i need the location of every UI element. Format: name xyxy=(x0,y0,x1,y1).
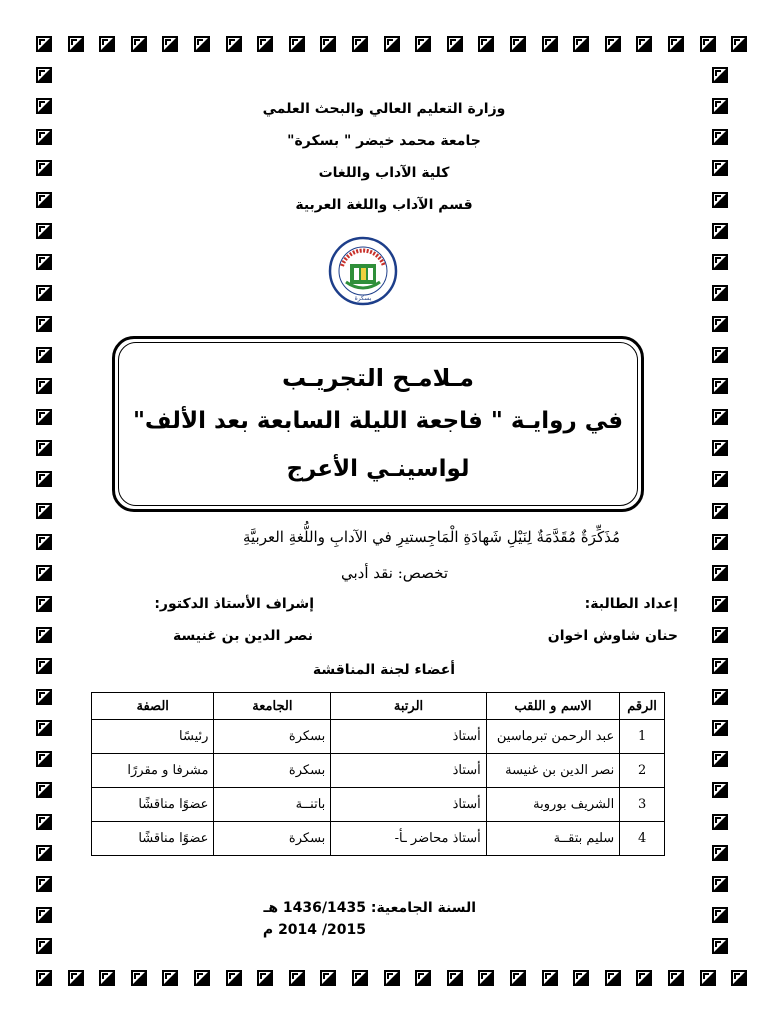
thesis-title-line2: في روايـة " فاجعة الليلة السابعة بعد الألف" xyxy=(132,408,624,434)
border-box-icon xyxy=(510,36,526,52)
border-box-icon xyxy=(36,440,52,456)
border-box-icon xyxy=(99,970,115,986)
border-box-icon xyxy=(384,970,400,986)
border-box-icon xyxy=(68,36,84,52)
border-box-icon xyxy=(36,285,52,301)
border-box-icon xyxy=(36,36,52,52)
border-box-icon xyxy=(712,814,728,830)
university-seal-logo xyxy=(328,236,398,306)
border-box-icon xyxy=(712,534,728,550)
member-role: مشرفا و مقررًا xyxy=(92,754,214,788)
member-university: بسكرة xyxy=(214,754,331,788)
academic-year-gregorian: 2015/ 2014 م xyxy=(262,922,366,938)
row-number: 1 xyxy=(620,720,665,754)
faculty-name: كلية الآداب واللغات xyxy=(318,165,450,181)
member-role: عضوًا مناقشًا xyxy=(92,822,214,856)
border-box-icon xyxy=(712,254,728,270)
border-box-icon xyxy=(573,36,589,52)
border-box-icon xyxy=(542,970,558,986)
student-label: إعداد الطالبة: xyxy=(584,596,678,612)
border-box-icon xyxy=(36,596,52,612)
border-box-icon xyxy=(36,471,52,487)
member-university: باتنــة xyxy=(214,788,331,822)
border-box-icon xyxy=(712,938,728,954)
row-number: 2 xyxy=(620,754,665,788)
border-box-icon xyxy=(712,440,728,456)
border-box-icon xyxy=(289,36,305,52)
border-box-icon xyxy=(478,36,494,52)
border-box-icon xyxy=(712,627,728,643)
border-box-icon xyxy=(320,36,336,52)
border-box-icon xyxy=(36,814,52,830)
border-box-icon xyxy=(36,347,52,363)
border-box-icon xyxy=(352,970,368,986)
border-box-icon xyxy=(573,970,589,986)
border-box-icon xyxy=(700,970,716,986)
header-name: الاسم و اللقب xyxy=(486,693,619,720)
border-box-icon xyxy=(36,845,52,861)
header-number: الرقم xyxy=(620,693,665,720)
border-box-icon xyxy=(36,627,52,643)
header-role: الصفة xyxy=(92,693,214,720)
border-box-icon xyxy=(36,503,52,519)
border-box-icon xyxy=(162,36,178,52)
border-box-icon xyxy=(712,347,728,363)
member-rank: أستاذ محاضر ـأ- xyxy=(331,822,486,856)
student-name: حنان شاوش اخوان xyxy=(547,628,678,644)
row-number: 3 xyxy=(620,788,665,822)
border-box-icon xyxy=(605,970,621,986)
member-rank: أستاذ xyxy=(331,720,486,754)
border-box-icon xyxy=(478,970,494,986)
border-box-icon xyxy=(36,67,52,83)
border-box-icon xyxy=(712,285,728,301)
member-name: عبد الرحمن تبرماسين xyxy=(486,720,619,754)
committee-table xyxy=(91,692,665,856)
border-box-icon xyxy=(447,36,463,52)
border-box-icon xyxy=(712,596,728,612)
specialization: تخصص: نقد أدبي xyxy=(341,564,448,582)
border-box-icon xyxy=(712,876,728,892)
border-box-icon xyxy=(36,409,52,425)
member-name: سليم بتقــة xyxy=(486,822,619,856)
department-name: قسم الآداب واللغة العربية xyxy=(295,197,473,213)
border-box-icon xyxy=(257,970,273,986)
border-box-icon xyxy=(36,223,52,239)
border-box-icon xyxy=(257,36,273,52)
border-box-icon xyxy=(712,223,728,239)
border-box-icon xyxy=(712,689,728,705)
university-name: جامعة محمد خيضر " بسكرة" xyxy=(287,133,481,149)
border-box-icon xyxy=(712,907,728,923)
border-box-icon xyxy=(99,36,115,52)
border-box-icon xyxy=(194,36,210,52)
supervisor-name: نصر الدين بن غنيسة xyxy=(173,628,313,644)
border-box-icon xyxy=(668,36,684,52)
border-box-icon xyxy=(731,36,747,52)
border-box-icon xyxy=(36,782,52,798)
border-box-icon xyxy=(36,938,52,954)
seal-caption: بسكرة xyxy=(354,295,372,302)
thesis-description: مُذَكِّرَةٌ مُقَدَّمَةٌ لِنَيْلِ شَهادَةِ الْمَاجِستيرِ في الآدابِ واللُّغةِ العربيَّةِ xyxy=(242,528,620,546)
committee-header-row xyxy=(92,693,665,720)
member-role: رئيسًا xyxy=(92,720,214,754)
table-row xyxy=(92,822,665,856)
border-box-icon xyxy=(712,378,728,394)
border-box-icon xyxy=(36,689,52,705)
border-box-icon xyxy=(36,907,52,923)
member-rank: أستاذ xyxy=(331,788,486,822)
border-box-icon xyxy=(668,970,684,986)
border-box-icon xyxy=(636,36,652,52)
border-box-icon xyxy=(352,36,368,52)
member-name: نصر الدين بن غنيسة xyxy=(486,754,619,788)
border-box-icon xyxy=(289,970,305,986)
border-box-icon xyxy=(68,970,84,986)
thesis-title-line3: لواسينـي الأعرج xyxy=(286,456,470,482)
border-box-icon xyxy=(36,751,52,767)
committee-title: أعضاء لجنة المناقشة xyxy=(312,662,456,678)
border-box-icon xyxy=(384,36,400,52)
border-box-icon xyxy=(415,970,431,986)
border-box-icon xyxy=(712,67,728,83)
border-box-icon xyxy=(36,720,52,736)
border-box-icon xyxy=(605,36,621,52)
academic-year-hijri: السنة الجامعية: 1436/1435 هـ xyxy=(263,900,476,916)
border-box-icon xyxy=(636,970,652,986)
border-box-icon xyxy=(731,970,747,986)
border-box-icon xyxy=(36,876,52,892)
border-box-icon xyxy=(36,970,52,986)
member-role: عضوًا مناقشًا xyxy=(92,788,214,822)
border-box-icon xyxy=(712,316,728,332)
table-row xyxy=(92,788,665,822)
border-box-icon xyxy=(712,720,728,736)
member-university: بسكرة xyxy=(214,822,331,856)
border-box-icon xyxy=(36,254,52,270)
border-box-icon xyxy=(131,36,147,52)
border-box-icon xyxy=(226,970,242,986)
border-box-icon xyxy=(36,378,52,394)
table-row xyxy=(92,720,665,754)
ministry-name: وزارة التعليم العالي والبحث العلمي xyxy=(262,101,506,117)
border-box-icon xyxy=(712,503,728,519)
border-box-icon xyxy=(131,970,147,986)
border-box-icon xyxy=(194,970,210,986)
header-university: الجامعة xyxy=(214,693,331,720)
header-rank: الرتبة xyxy=(331,693,486,720)
border-box-icon xyxy=(712,565,728,581)
border-box-icon xyxy=(226,36,242,52)
border-box-icon xyxy=(162,970,178,986)
border-box-icon xyxy=(36,534,52,550)
border-box-icon xyxy=(320,970,336,986)
border-box-icon xyxy=(447,970,463,986)
border-box-icon xyxy=(712,471,728,487)
member-rank: أستاذ xyxy=(331,754,486,788)
border-box-icon xyxy=(700,36,716,52)
border-box-icon xyxy=(36,565,52,581)
supervisor-label: إشراف الأستاذ الدكتور: xyxy=(154,596,314,612)
border-box-icon xyxy=(36,316,52,332)
border-box-icon xyxy=(712,409,728,425)
border-box-icon xyxy=(712,782,728,798)
border-box-icon xyxy=(510,970,526,986)
member-university: بسكرة xyxy=(214,720,331,754)
table-row xyxy=(92,754,665,788)
border-box-icon xyxy=(712,751,728,767)
border-box-icon xyxy=(712,845,728,861)
border-box-icon xyxy=(542,36,558,52)
border-box-icon xyxy=(415,36,431,52)
member-name: الشريف بوروبة xyxy=(486,788,619,822)
thesis-title-line1: مـلامـح التجريـب xyxy=(282,364,474,392)
row-number: 4 xyxy=(620,822,665,856)
